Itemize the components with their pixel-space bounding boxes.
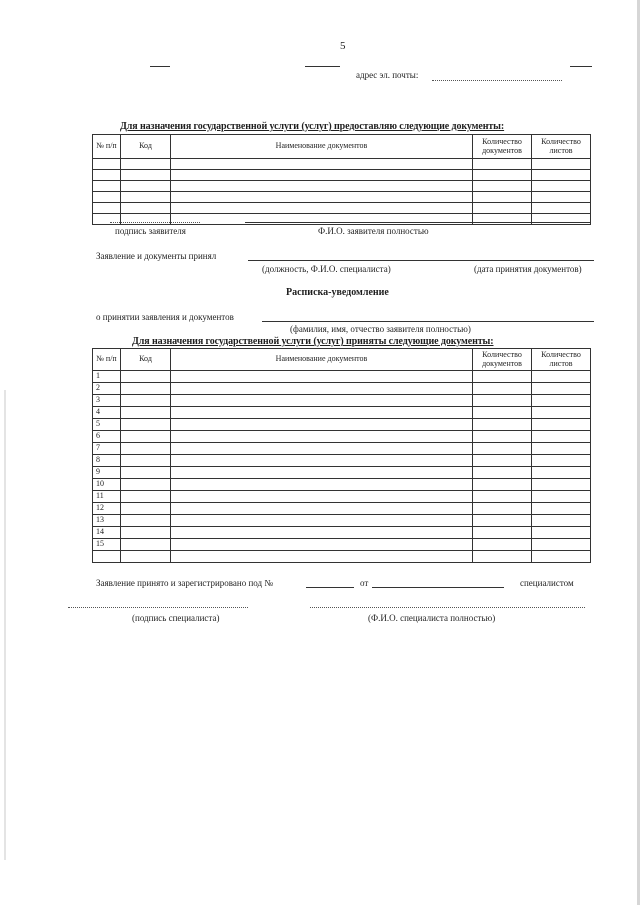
applicant-fio-field[interactable] bbox=[245, 222, 590, 223]
row-number: 14 bbox=[93, 527, 121, 539]
specialist-signature-field[interactable] bbox=[68, 607, 248, 608]
scan-edge-left bbox=[4, 390, 6, 860]
row-number: 4 bbox=[93, 407, 121, 419]
table2-heading: Для назначения государственной услуги (услуг) приняты следующие документы: bbox=[132, 336, 494, 347]
row-number: 6 bbox=[93, 431, 121, 443]
table-row bbox=[93, 491, 591, 503]
applicant-signature-label: подпись заявителя bbox=[115, 226, 186, 236]
table-row bbox=[93, 170, 591, 181]
applicant-signature-field[interactable] bbox=[110, 222, 200, 223]
table-row bbox=[93, 395, 591, 407]
row-number: 1 bbox=[93, 371, 121, 383]
applicant-fio-label: Ф.И.О. заявителя полностью bbox=[318, 226, 429, 236]
row-number: 12 bbox=[93, 503, 121, 515]
row-number: 8 bbox=[93, 455, 121, 467]
table-row bbox=[93, 159, 591, 170]
col-code-header: Код bbox=[121, 135, 171, 159]
date-received-label: (дата принятия документов) bbox=[474, 264, 582, 274]
table-row bbox=[93, 503, 591, 515]
row-number: 7 bbox=[93, 443, 121, 455]
documents-accepted-table bbox=[92, 348, 591, 563]
received-by-label: Заявление и документы принял bbox=[96, 251, 217, 261]
top-field-line-2 bbox=[305, 66, 340, 67]
specialist-signature-label: (подпись специалиста) bbox=[132, 613, 220, 623]
table-row bbox=[93, 455, 591, 467]
table-row bbox=[93, 443, 591, 455]
registration-number-field[interactable] bbox=[306, 587, 354, 588]
col-name-header: Наименование документов bbox=[171, 349, 473, 371]
row-number: 2 bbox=[93, 383, 121, 395]
col-number-header: № п/п bbox=[93, 349, 121, 371]
row-number: 9 bbox=[93, 467, 121, 479]
receipt-applicant-field[interactable] bbox=[262, 321, 594, 322]
table1-header-row bbox=[93, 135, 591, 159]
email-field[interactable] bbox=[432, 80, 562, 81]
table-row bbox=[93, 419, 591, 431]
table-row bbox=[93, 431, 591, 443]
table-row bbox=[93, 383, 591, 395]
registration-label: Заявление принято и зарегистрировано под № bbox=[96, 578, 273, 588]
registration-from-label: от bbox=[360, 578, 369, 588]
receipt-applicant-hint: (фамилия, имя, отчество заявителя полностью) bbox=[290, 324, 471, 334]
row-number: 10 bbox=[93, 479, 121, 491]
registration-specialist-label: специалистом bbox=[520, 578, 574, 588]
table-row bbox=[93, 527, 591, 539]
col-code-header: Код bbox=[121, 349, 171, 371]
col-sheet-count-header: Количество листов bbox=[532, 349, 591, 371]
row-number: 15 bbox=[93, 539, 121, 551]
row-number: 5 bbox=[93, 419, 121, 431]
table-row bbox=[93, 551, 591, 563]
table1-heading: Для назначения государственной услуги (услуг) предоставляю следующие документы: bbox=[120, 121, 505, 132]
col-number-header: № п/п bbox=[93, 135, 121, 159]
table-row bbox=[93, 203, 591, 214]
top-field-line-3 bbox=[570, 66, 592, 67]
table-row bbox=[93, 539, 591, 551]
col-sheet-count-header: Количество листов bbox=[532, 135, 591, 159]
col-name-header: Наименование документов bbox=[171, 135, 473, 159]
table-row bbox=[93, 467, 591, 479]
page-number: 5 bbox=[340, 40, 346, 52]
col-doc-count-header: Количество документов bbox=[473, 349, 532, 371]
receipt-about-label: о принятии заявления и документов bbox=[96, 312, 234, 322]
table-row bbox=[93, 407, 591, 419]
row-number: 13 bbox=[93, 515, 121, 527]
table-row bbox=[93, 371, 591, 383]
table-row bbox=[93, 515, 591, 527]
email-label: адрес эл. почты: bbox=[356, 70, 419, 80]
table2-header-row bbox=[93, 349, 591, 371]
position-fio-label: (должность, Ф.И.О. специалиста) bbox=[262, 264, 391, 274]
table-row bbox=[93, 479, 591, 491]
row-number: 3 bbox=[93, 395, 121, 407]
receipt-title: Расписка-уведомление bbox=[286, 287, 389, 298]
row-number: 11 bbox=[93, 491, 121, 503]
table-row bbox=[93, 181, 591, 192]
received-by-field[interactable] bbox=[248, 260, 594, 261]
specialist-fio-label: (Ф.И.О. специалиста полностью) bbox=[368, 613, 496, 623]
table-row bbox=[93, 192, 591, 203]
registration-date-field[interactable] bbox=[372, 587, 504, 588]
documents-provided-table bbox=[92, 134, 591, 225]
col-doc-count-header: Количество документов bbox=[473, 135, 532, 159]
specialist-fio-field[interactable] bbox=[310, 607, 585, 608]
top-field-line-1 bbox=[150, 66, 170, 67]
